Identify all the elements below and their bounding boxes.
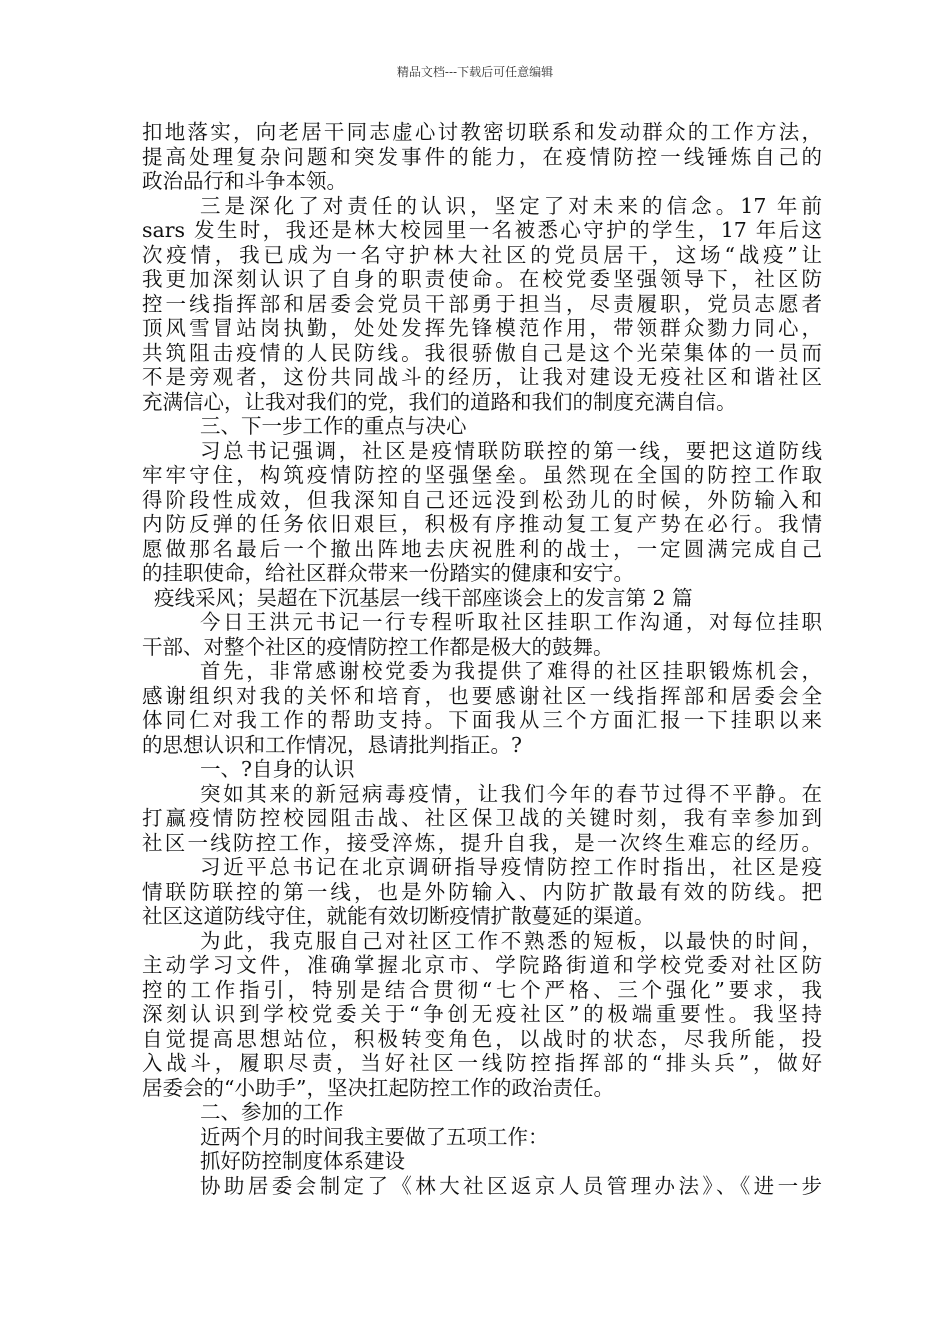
text-line: 近两个月的时间我主要做了五项工作： <box>200 1124 549 1149</box>
text-line: 愿做那名最后一个撤出阵地去庆祝胜利的战士，一定圆满完成自己 <box>142 536 822 561</box>
text-line: 的挂职使命，给社区群众带来一份踏实的健康和安宁。 <box>142 561 634 585</box>
text-line: 干部、对整个社区的疫情防控工作都是极大的鼓舞。 <box>142 634 614 659</box>
text-line: 自觉提高思想站位，积极转变角色，以战时的状态，尽我所能，投 <box>142 1026 822 1051</box>
text-line: 首先，非常感谢校党委为我提供了难得的社区挂职锻炼机会， <box>200 659 822 683</box>
text-line: 我更加深刻认识了自身的职责使命。在校党委坚强领导下，社区防 <box>142 267 822 291</box>
text-line: 内防反弹的任务依旧艰巨，积极有序推动复工复产势在必行。我情 <box>142 512 822 536</box>
text-line: 体同仁对我工作的帮助支持。下面我从三个方面汇报一下挂职以来 <box>142 708 822 732</box>
text-line: 抓好防控制度体系建设 <box>200 1149 405 1173</box>
text-line: 深刻认识到学校党委关于“争创无疫社区”的极端重要性。我坚持 <box>142 1002 822 1026</box>
text-line: 协助居委会制定了《林大社区返京人员管理办法》、《进一步 <box>200 1173 822 1198</box>
text-line: 习近平总书记在北京调研指导疫情防控工作时指出，社区是疫 <box>200 855 822 879</box>
text-line: 二、参加的工作 <box>200 1100 344 1124</box>
text-line: 为此，我克服自己对社区工作不熟悉的短板，以最快的时间， <box>200 928 822 953</box>
text-line: 提高处理复杂问题和突发事件的能力，在疫情防控一线锤炼自己的 <box>142 144 822 169</box>
text-line: 不是旁观者，这份共同战斗的经历，让我对建设无疫社区和谐社区 <box>142 365 822 389</box>
text-line: 牢牢守住，构筑疫情防控的坚强堡垒。虽然现在全国的防控工作取 <box>142 463 822 487</box>
text-line: 次疫情，我已成为一名守护林大社区的党员居干，这场“战疫”让 <box>142 242 822 267</box>
text-line: 共筑阻击疫情的人民防线。我很骄傲自己是这个光荣集体的一员而 <box>142 340 822 365</box>
text-line: 今日王洪元书记一行专程听取社区挂职工作沟通，对每位挂职 <box>200 610 822 634</box>
text-line: 三、下一步工作的重点与决心 <box>200 414 467 438</box>
text-line: 习总书记强调，社区是疫情联防联控的第一线，要把这道防线 <box>200 438 822 463</box>
text-line: 社区一线防控工作，接受淬炼，提升自我，是一次终生难忘的经历。 <box>142 830 822 855</box>
text-line: 扣地落实，向老居干同志虚心讨教密切联系和发动群众的工作方法， <box>142 120 822 144</box>
text-line: 居委会的“小助手”，坚决扛起防控工作的政治责任。 <box>142 1075 614 1100</box>
document-body <box>142 120 822 1198</box>
text-line: 打赢疫情防控校园阻击战、社区保卫战的关键时刻，我有幸参加到 <box>142 806 822 830</box>
text-line: 政治品行和斗争本领。 <box>142 169 347 193</box>
text-line: 充满信心，让我对我们的党，我们的道路和我们的制度充满自信。 <box>142 389 737 414</box>
text-line: 主动学习文件，准确掌握北京市、学院路街道和学校党委对社区防 <box>142 953 822 977</box>
text-line: 社区这道防线守住，就能有效切断疫情扩散蔓延的渠道。 <box>142 904 655 928</box>
text-line: sars 发生时，我还是林大校园里一名被悉心守护的学生，17 年后这 <box>142 218 822 242</box>
page-header: 精品文档---下载后可任意编辑 <box>396 65 554 79</box>
text-line: 控一线指挥部和居委会党员干部勇于担当，尽责履职，党员志愿者 <box>142 291 822 316</box>
text-line: 的思想认识和工作情况，恳请批判指正。? <box>142 732 522 757</box>
text-line: 突如其来的新冠病毒疫情，让我们今年的春节过得不平静。在 <box>200 781 822 806</box>
text-line: 感谢组织对我的关怀和培育，也要感谢社区一线指挥部和居委会全 <box>142 683 822 708</box>
text-line: 一、?自身的认识 <box>200 757 355 781</box>
text-line: 入战斗，履职尽责，当好社区一线防控指挥部的“排头兵”，做好 <box>142 1051 822 1075</box>
text-line: 顶风雪冒站岗执勤，处处发挥先锋模范作用，带领群众勠力同心， <box>142 316 822 340</box>
text-line: 控的工作指引，特别是结合贯彻“七个严格、三个强化”要求，我 <box>142 977 822 1002</box>
text-line: 疫线采风；吴超在下沉基层一线干部座谈会上的发言第 2 篇 <box>154 585 693 610</box>
text-line: 情联防联控的第一线，也是外防输入、内防扩散最有效的防线。把 <box>142 879 822 904</box>
text-line: 三是深化了对责任的认识，坚定了对未来的信念。17 年前 <box>200 193 822 218</box>
text-line: 得阶段性成效，但我深知自己还远没到松劲儿的时候，外防输入和 <box>142 487 822 512</box>
